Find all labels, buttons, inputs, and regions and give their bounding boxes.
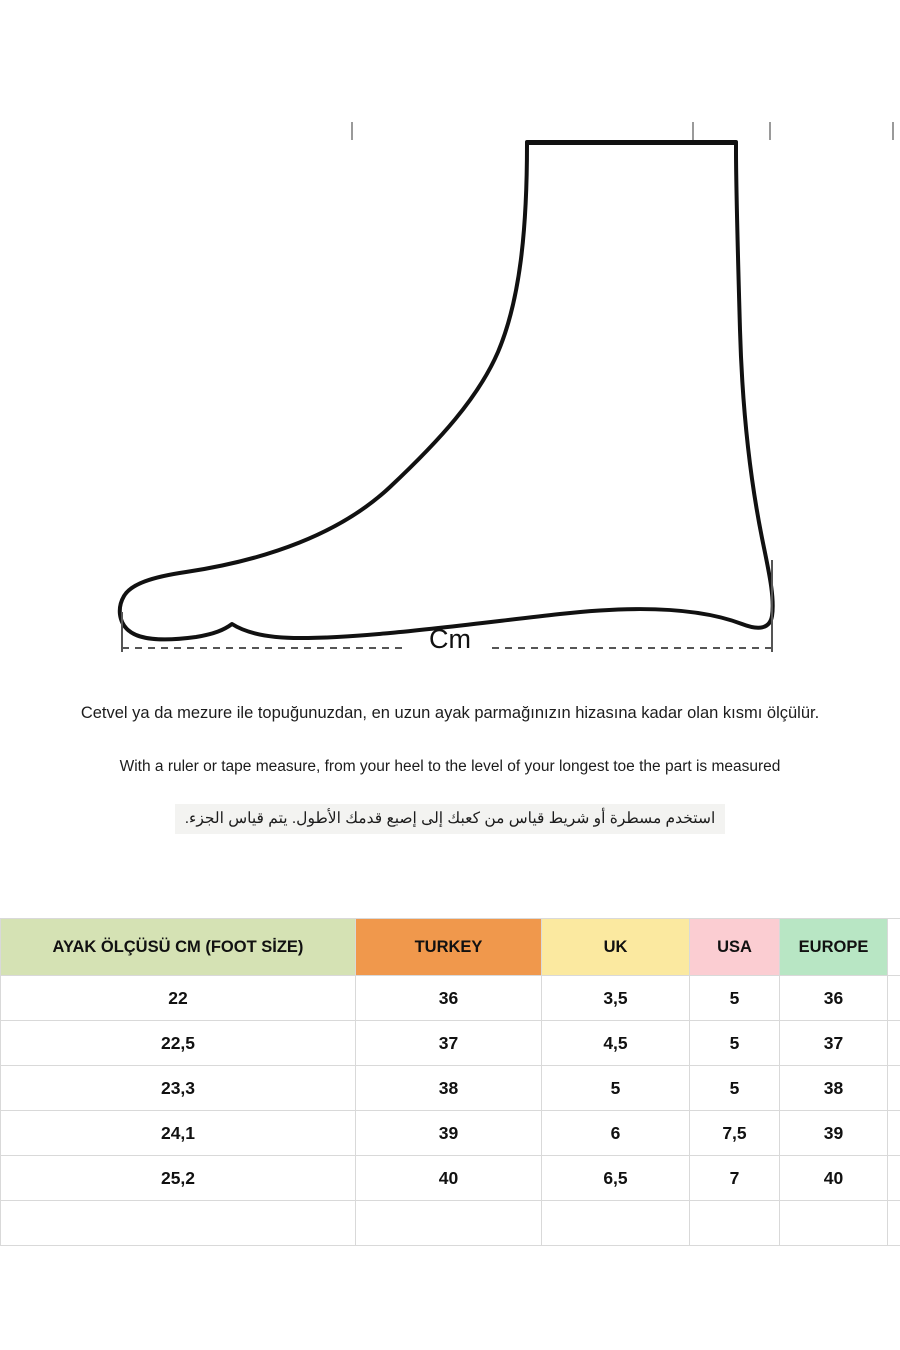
cell-uk: 5	[542, 1066, 690, 1111]
cell-europe: 36	[780, 976, 888, 1021]
table-row	[1, 1066, 900, 1111]
cell-uk: 4,5	[542, 1021, 690, 1066]
cell-blank	[888, 1111, 900, 1156]
cell-usa: 5	[690, 1021, 780, 1066]
cell-empty	[780, 1201, 888, 1246]
cell-turkey: 36	[356, 976, 542, 1021]
cell-empty	[542, 1201, 690, 1246]
instruction-english: With a ruler or tape measure, from your heel to the level of your longest toe the part is measured	[119, 757, 781, 775]
column-header-foot-size: AYAK ÖLÇÜSÜ CM (FOOT SİZE)	[1, 919, 356, 976]
cell-empty	[356, 1201, 542, 1246]
cell-foot-size: 22,5	[1, 1021, 356, 1066]
cell-usa: 7	[690, 1156, 780, 1201]
size-conversion-table	[0, 918, 900, 1246]
cell-blank	[888, 976, 900, 1021]
table-row-partial	[1, 1201, 900, 1246]
cell-europe: 40	[780, 1156, 888, 1201]
cell-empty	[1, 1201, 356, 1246]
cell-europe: 38	[780, 1066, 888, 1111]
cell-blank	[888, 1156, 900, 1201]
cell-turkey: 39	[356, 1111, 542, 1156]
cell-blank	[888, 1066, 900, 1111]
cell-turkey: 37	[356, 1021, 542, 1066]
table-row	[1, 1021, 900, 1066]
cell-turkey: 40	[356, 1156, 542, 1201]
cell-foot-size: 23,3	[1, 1066, 356, 1111]
cell-empty	[690, 1201, 780, 1246]
column-header-europe: EUROPE	[780, 919, 888, 976]
cell-foot-size: 22	[1, 976, 356, 1021]
table-row	[1, 976, 900, 1021]
cell-usa: 5	[690, 1066, 780, 1111]
cell-blank	[888, 1021, 900, 1066]
column-header-uk: UK	[542, 919, 690, 976]
table-header-row	[1, 919, 900, 976]
cell-uk: 3,5	[542, 976, 690, 1021]
cell-turkey: 38	[356, 1066, 542, 1111]
instruction-turkish: Cetvel ya da mezure ile topuğunuzdan, en uzun ayak parmağınızın hizasına kadar olan kısmı ölçülür.	[80, 704, 820, 722]
cell-blank	[888, 1201, 900, 1246]
table-row	[1, 1156, 900, 1201]
cell-europe: 37	[780, 1021, 888, 1066]
cell-foot-size: 25,2	[1, 1156, 356, 1201]
ruler-unit-label: Cm	[429, 624, 471, 654]
table-row	[1, 1111, 900, 1156]
instruction-arabic: استخدم مسطرة أو شريط قياس من كعبك إلى إصبع قدمك الأطول. يتم قياس الجزء.	[175, 804, 726, 833]
cell-uk: 6	[542, 1111, 690, 1156]
cell-europe: 39	[780, 1111, 888, 1156]
column-header-blank	[888, 919, 900, 976]
cell-usa: 7,5	[690, 1111, 780, 1156]
cell-uk: 6,5	[542, 1156, 690, 1201]
instructions-block	[0, 702, 900, 834]
cell-usa: 5	[690, 976, 780, 1021]
cell-foot-size: 24,1	[1, 1111, 356, 1156]
column-header-turkey: TURKEY	[356, 919, 542, 976]
instruction-arabic-wrap	[45, 804, 855, 833]
column-header-usa: USA	[690, 919, 780, 976]
